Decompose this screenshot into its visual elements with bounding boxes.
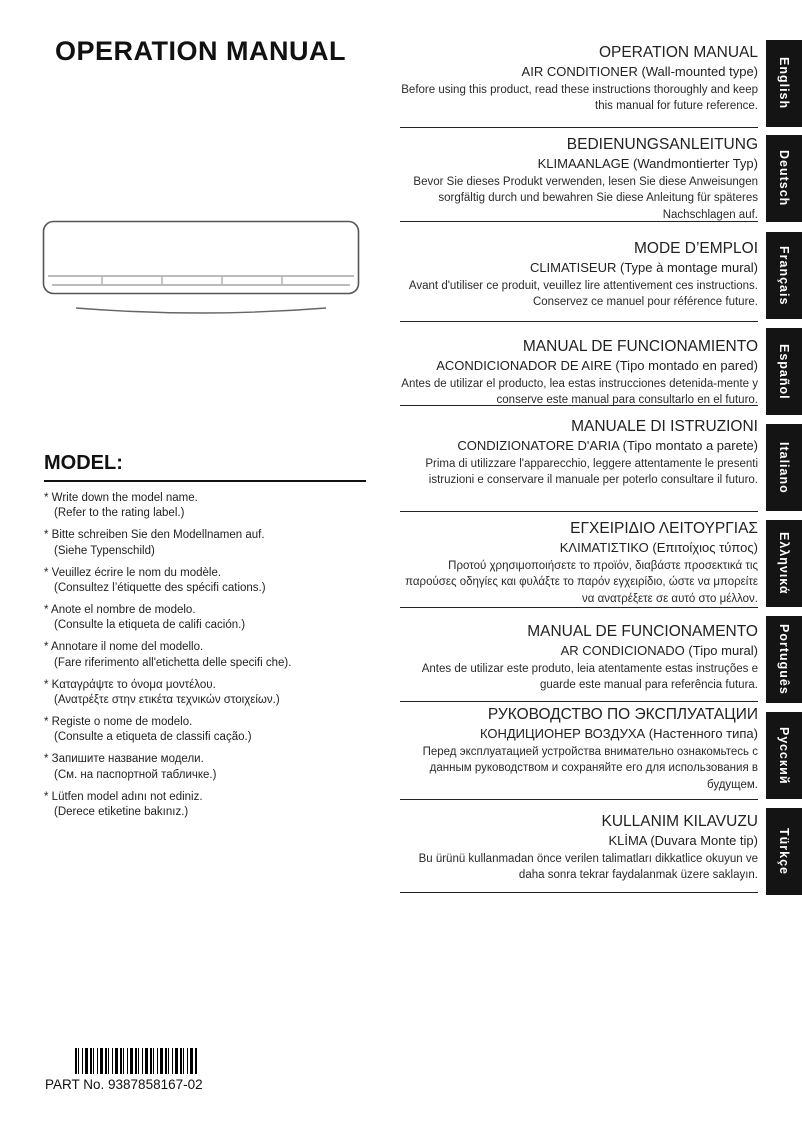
- section-title: BEDIENUNGSANLEITUNG: [566, 136, 758, 153]
- section-subtitle: ACONDICIONADOR DE AIRE (Tipo montado en pared): [436, 358, 758, 373]
- language-section-deutsch: [400, 136, 758, 222]
- language-tab-label: Русский: [777, 726, 791, 785]
- section-title: MODE D’EMPLOI: [633, 240, 758, 257]
- model-note: [44, 566, 366, 596]
- model-note-line2: (Consultez l’étiquette des spécifi cations.): [54, 581, 266, 594]
- model-note-line1: * Anote el nombre de modelo.: [44, 604, 196, 617]
- language-tab-label: Português: [777, 624, 791, 695]
- language-section-english: [400, 44, 758, 128]
- section-subtitle: CONDIZIONATORE D'ARIA (Tipo montato a parete): [457, 438, 758, 453]
- model-note-line1: * Annotare il nome del modello.: [44, 641, 204, 654]
- part-number: PART No. 9387858167-02: [45, 1077, 203, 1092]
- language-tab-label: Français: [777, 245, 791, 306]
- section-subtitle: KLIMAANLAGE (Wandmontierter Typ): [537, 156, 758, 171]
- model-note-line2: (Refer to the rating label.): [54, 507, 185, 520]
- language-tab-label: Ελληνικά: [777, 532, 791, 595]
- language-section-espanol: [400, 338, 758, 406]
- section-subtitle: ΚΛΙΜΑΤΙΣΤΙΚΟ (Επιτοίχιος τύπος): [559, 540, 758, 555]
- section-title: MANUALE DI ISTRUZIONI: [571, 418, 758, 435]
- language-tab-label: Español: [777, 343, 791, 400]
- model-note: [44, 790, 366, 820]
- language-tab-deutsch: [766, 135, 802, 222]
- language-tab-espanol: [766, 328, 802, 415]
- language-tab-italiano: [766, 424, 802, 511]
- section-body: Перед эксплуатацией устройства внимательно ознакомьтесь с данным руководством и сохраняйте его для использования в будущем.: [422, 746, 758, 791]
- section-body: Avant d'utiliser ce produit, veuillez lire attentivement ces instructions. Conservez ce manuel pour référence future.: [408, 280, 758, 309]
- section-body: Προτού χρησιμοποιήσετε το προϊόν, διαβάστε προσεκτικά τις παρούσες οδηγίες και φυλάξτε το παρόν εγχειρίδιο, ώστε να μπορείτε να ανατρέξετε σε αυτό στο μέλλον.: [405, 560, 758, 605]
- section-body: Antes de utilizar este produto, leia atentamente estas instruções e guarde este manual para referência futura.: [421, 663, 758, 692]
- language-tab-francais: [766, 232, 802, 319]
- model-note: [44, 678, 366, 708]
- model-heading: MODEL:: [44, 452, 366, 482]
- model-note-line1: * Запишите название модели.: [44, 753, 204, 766]
- language-section-italiano: [400, 418, 758, 512]
- model-note: [44, 715, 366, 745]
- section-body: Bu ürünü kullanmadan önce verilen talimatları dikkatlice okuyun ve daha sonra tekrar faydalanmak üzere saklayın.: [418, 853, 758, 882]
- section-body: Antes de utilizar el producto, lea estas instrucciones detenida-mente y conserve este manual para consultarlo en el futuro.: [401, 378, 758, 406]
- language-section-turkce: [400, 813, 758, 893]
- model-note-line2: (Derece etiketine bakınız.): [54, 805, 189, 818]
- language-tab-ellinika: [766, 520, 802, 607]
- language-section-portugues: [400, 623, 758, 702]
- barcode: [75, 1048, 197, 1074]
- model-note-line2: (Consulte a etiqueta de classifi cação.): [54, 731, 252, 744]
- model-notes-list: [44, 491, 366, 820]
- model-note-line1: * Bitte schreiben Sie den Modellnamen auf.: [44, 529, 265, 542]
- language-section-francais: [400, 240, 758, 322]
- model-note-line1: * Write down the model name.: [44, 492, 198, 504]
- section-subtitle: AIR CONDITIONER (Wall-mounted type): [521, 64, 758, 79]
- model-note: [44, 528, 366, 558]
- model-note-line1: * Lütfen model adını not ediniz.: [44, 790, 203, 803]
- section-title: KULLANIM KILAVUZU: [601, 813, 758, 830]
- model-note: [44, 491, 366, 521]
- model-block: [44, 452, 366, 827]
- section-subtitle: КОНДИЦИОНЕР ВОЗДУХА (Настенного типа): [479, 726, 758, 741]
- model-note-line2: (Consulte la etiqueta de califi cación.): [54, 619, 246, 632]
- model-note-line2: (См. на паспортной табличке.): [54, 768, 217, 781]
- language-tab-portugues: [766, 616, 802, 703]
- section-body: Bevor Sie dieses Produkt verwenden, lesen Sie diese Anweisungen sorgfältig durch und bewahren Sie diese Anleitung für späteres Nachschlagen auf.: [413, 176, 758, 221]
- model-note: [44, 603, 366, 633]
- model-note-line1: * Καταγράψτε το όνομα μοντέλου.: [44, 678, 216, 691]
- language-tab-label: Italiano: [777, 441, 791, 494]
- section-title: ΕΓΧΕΙΡΙΔΙΟ ΛΕΙΤΟΥΡΓΙΑΣ: [570, 520, 758, 537]
- model-note-line1: * Registe o nome de modelo.: [44, 716, 193, 729]
- air-conditioner-illustration: [42, 220, 362, 325]
- language-tab-turkce: [766, 808, 802, 895]
- section-title: MANUAL DE FUNCIONAMIENTO: [522, 338, 758, 355]
- model-note: [44, 752, 366, 782]
- language-tab-english: [766, 40, 802, 127]
- language-tab-label: Deutsch: [777, 150, 791, 207]
- model-note-line2: (Fare riferimento all'etichetta delle specifi che).: [54, 656, 292, 669]
- language-section-ellinika: [400, 520, 758, 608]
- model-note-line2: (Ανατρέξτε στην ετικέτα τεχνικών στοιχείων.): [54, 693, 280, 706]
- page-title: OPERATION MANUAL: [55, 36, 346, 66]
- language-section-russkiy: [400, 706, 758, 800]
- language-tab-label: English: [777, 57, 791, 110]
- section-title: РУКОВОДСТВО ПО ЭКСПЛУАТАЦИИ: [487, 706, 758, 723]
- model-note: [44, 640, 366, 670]
- section-title: OPERATION MANUAL: [598, 44, 758, 61]
- section-body: Prima di utilizzare l'apparecchio, leggere attentamente le presenti istruzioni e conservare il manuale per poterlo consultare il futuro.: [425, 458, 758, 487]
- section-subtitle: CLIMATISEUR (Type à montage mural): [529, 260, 758, 275]
- section-subtitle: KLİMA (Duvara Monte tip): [608, 833, 758, 848]
- model-note-line1: * Veuillez écrire le nom du modèle.: [44, 566, 222, 579]
- language-tab-label: Türkçe: [777, 828, 791, 875]
- language-tab-russkiy: [766, 712, 802, 799]
- section-subtitle: AR CONDICIONADO (Tipo mural): [560, 643, 758, 658]
- section-title: MANUAL DE FUNCIONAMENTO: [527, 623, 758, 640]
- section-body: Before using this product, read these instructions thoroughly and keep this manual for future reference.: [401, 84, 758, 113]
- model-note-line2: (Siehe Typenschild): [54, 544, 155, 557]
